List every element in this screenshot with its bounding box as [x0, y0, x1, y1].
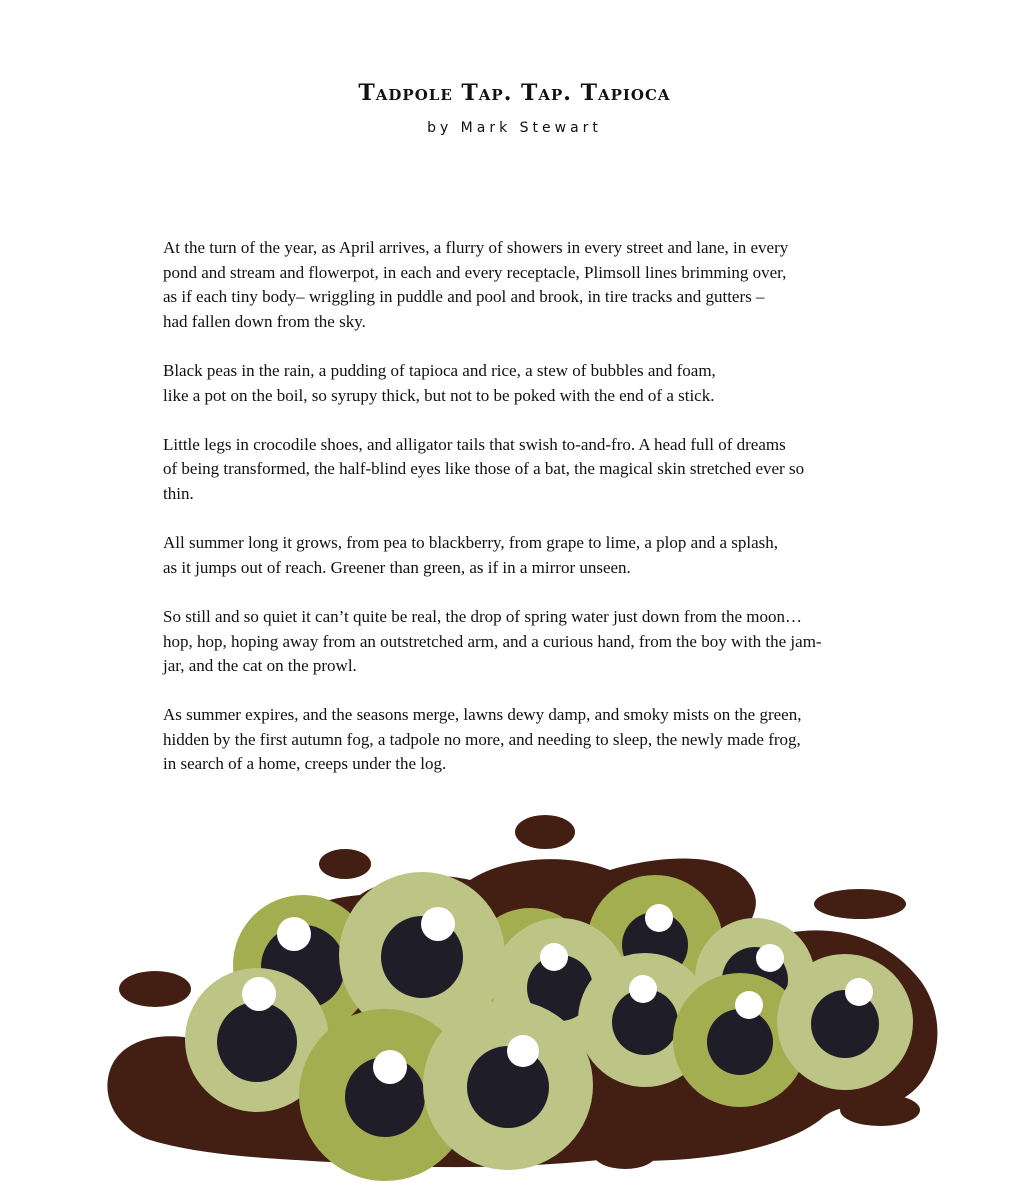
egg-highlight: [373, 1050, 407, 1084]
poem-line: At the turn of the year, as April arrives, a flurry of showers in every street and lane, in every: [163, 238, 789, 257]
poem-line: in search of a home, creeps under the log.: [163, 754, 447, 774]
poem-line: Black peas in the rain, a pudding of tapioca and rice, a stew of bubbles and foam,: [163, 360, 716, 380]
frog-egg: [777, 954, 913, 1090]
poem-line: like a pot on the boil, so syrupy thick, but not to be poked with the end of a stick.: [163, 385, 715, 405]
poem-line: jar, and the cat on the prowl.: [163, 656, 357, 676]
poem-line: thin.: [163, 483, 194, 503]
poem-line: as it jumps out of reach. Greener than green, as if in a mirror unseen.: [163, 557, 631, 577]
frogspawn-illustration: [0, 800, 1029, 1200]
poem-line: pond and stream and flowerpot, in each and every receptacle, Plimsoll lines brimming over,: [163, 262, 787, 282]
poem-line: Little legs in crocodile shoes, and alligator tails that swish to-and-fro. A head full of dreams: [163, 434, 786, 454]
egg-highlight: [242, 977, 276, 1011]
egg-embryo: [217, 1002, 297, 1082]
stanza: [163, 236, 883, 334]
poem-line: had fallen down from the sky.: [163, 311, 366, 331]
poem-line: All summer long it grows, from pea to blackberry, from grape to lime, a plop and a splash,: [163, 533, 778, 553]
egg-highlight: [756, 944, 784, 972]
stanza: [163, 433, 883, 507]
frog-egg: [423, 1000, 593, 1170]
stanza: [163, 531, 883, 580]
poem-line: hop, hop, hoping away from an outstretched arm, and a curious hand, from the boy with the jam-: [163, 631, 822, 651]
egg-highlight: [421, 907, 455, 941]
poem-line: So still and so quiet it can’t quite be real, the drop of spring water just down from the moon…: [163, 606, 802, 626]
egg-highlight: [507, 1035, 539, 1067]
egg-embryo: [707, 1009, 773, 1075]
egg-highlight: [845, 978, 873, 1006]
egg-highlight: [645, 904, 673, 932]
egg-highlight: [629, 975, 657, 1003]
egg-highlight: [735, 991, 763, 1019]
stanza: [163, 359, 883, 408]
poem-line: of being transformed, the half-blind eyes like those of a bat, the magical skin stretched ever so: [163, 459, 805, 479]
poem-title: Tadpole Tap. Tap. Tapioca: [358, 80, 671, 106]
poem-line: As summer expires, and the seasons merge, lawns dewy damp, and smoky mists on the green,: [163, 705, 802, 725]
poem-line: as if each tiny body– wriggling in puddle and pool and brook, in tire tracks and gutters –: [163, 287, 765, 307]
poem-byline: by Mark Stewart: [427, 120, 602, 136]
poem-body: [163, 236, 883, 802]
egg-highlight: [277, 917, 311, 951]
egg-highlight: [540, 943, 568, 971]
poem-line: hidden by the first autumn fog, a tadpole no more, and needing to sleep, the newly made frog,: [163, 729, 801, 749]
stanza: [163, 703, 883, 777]
stanza: [163, 605, 883, 679]
